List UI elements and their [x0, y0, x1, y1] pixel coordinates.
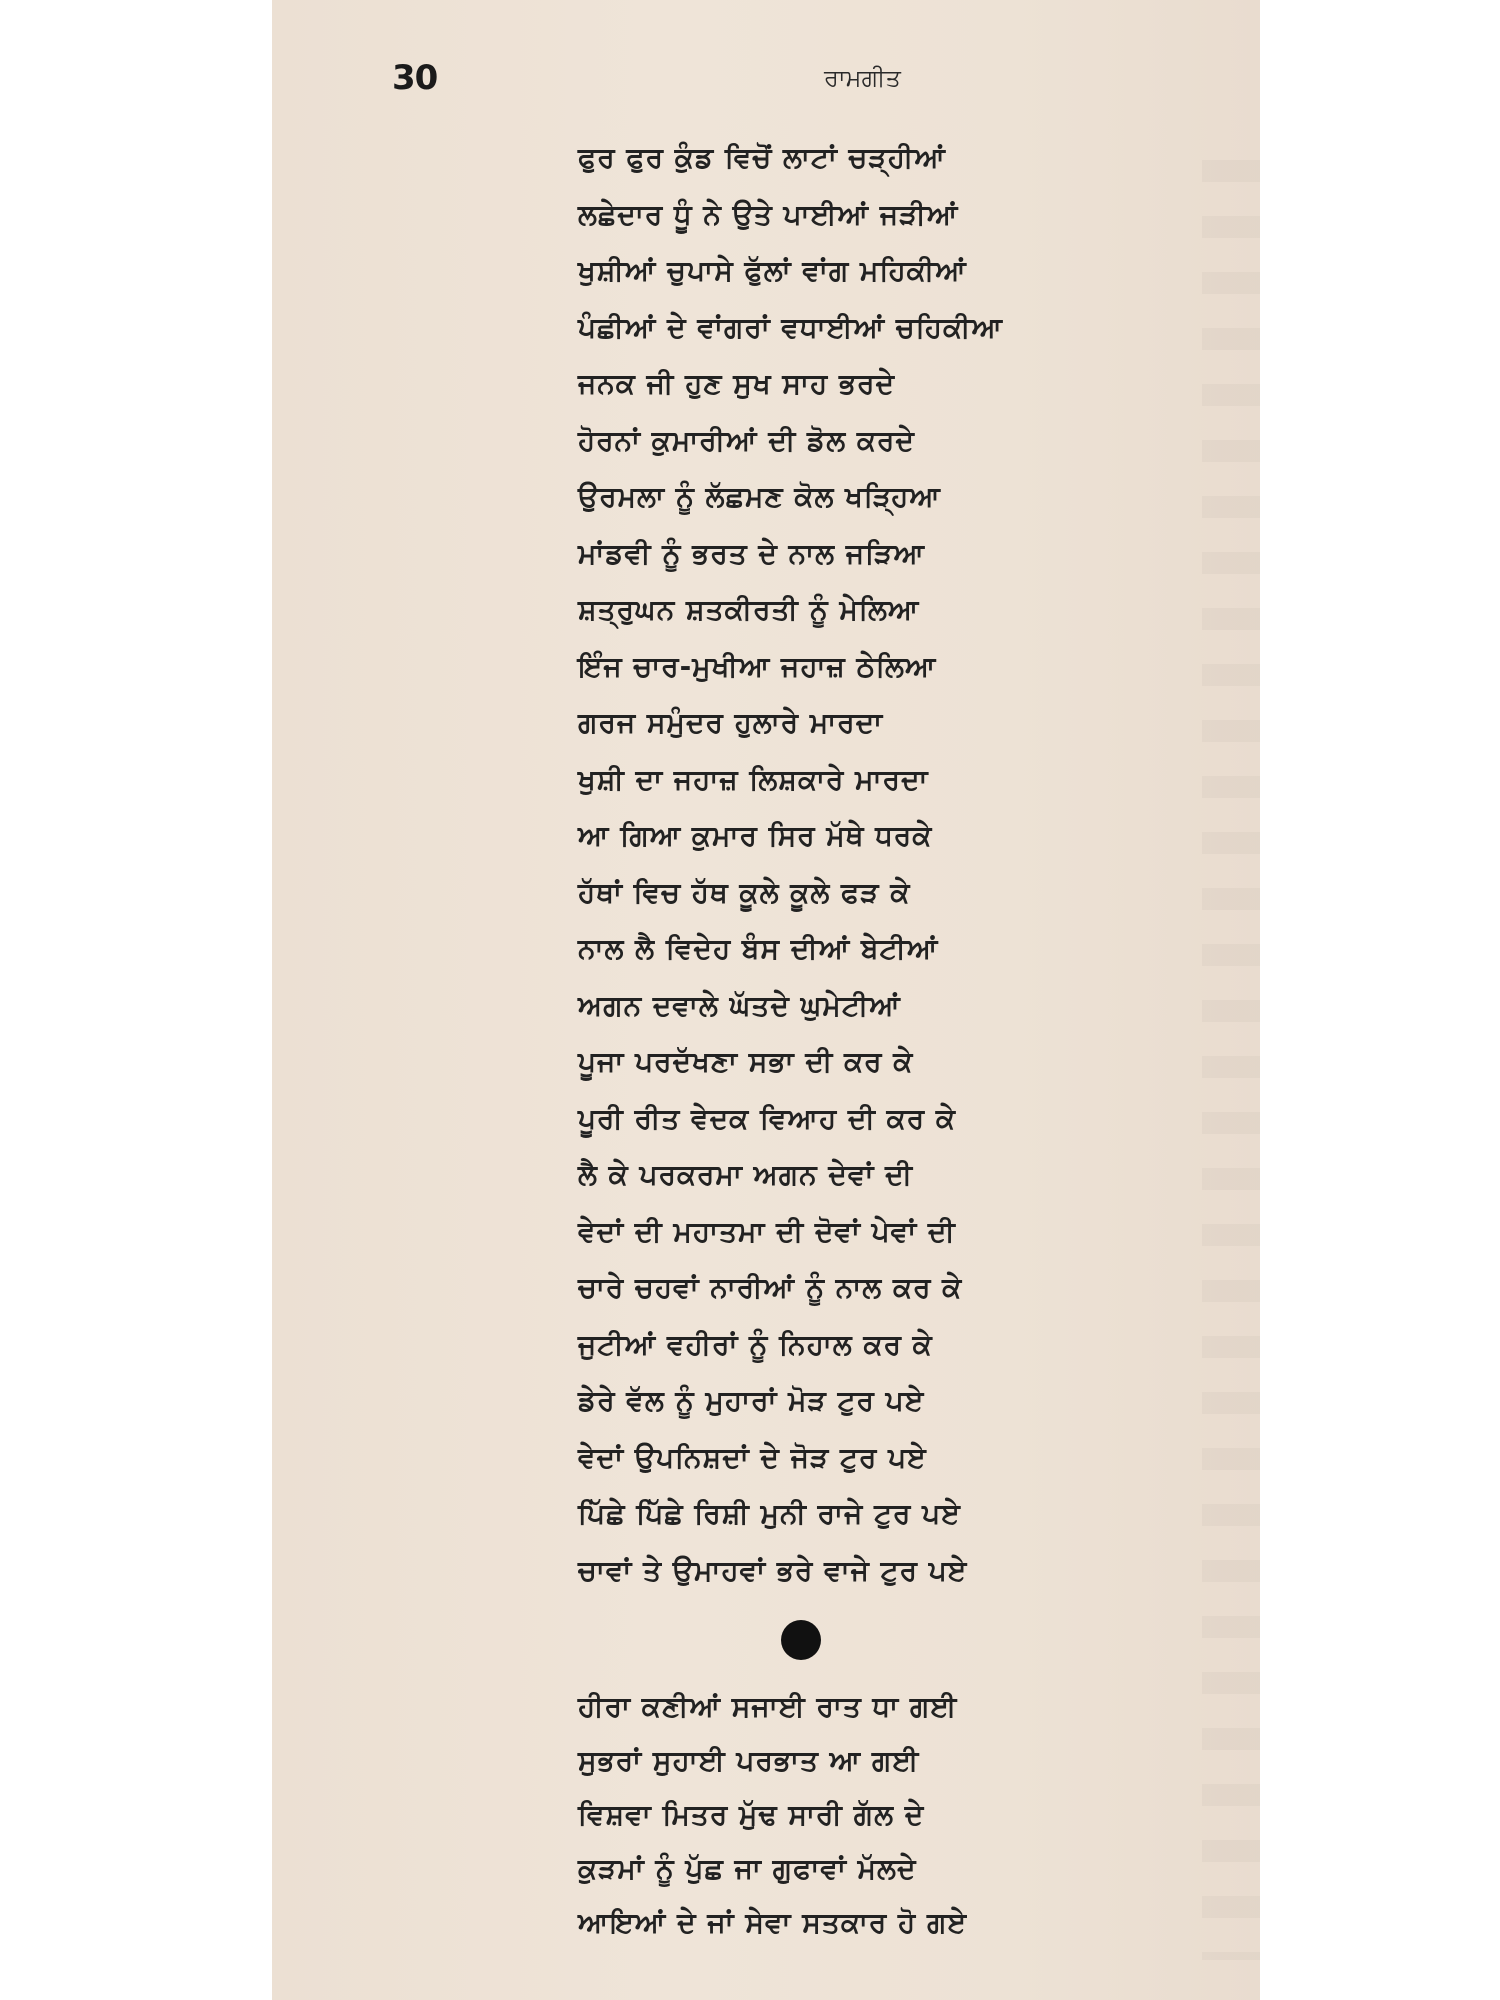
verse-line: ਆਇਆਂ ਦੇ ਜਾਂ ਸੇਵਾ ਸਤਕਾਰ ਹੋ ਗਏ — [578, 1906, 968, 1939]
verse-line: ਪੂਜਾ ਪਰਦੱਖਣਾ ਸਭਾ ਦੀ ਕਰ ਕੇ — [578, 1045, 914, 1078]
verse-line: ਹੱਥਾਂ ਵਿਚ ਹੱਥ ਕੂਲੇ ਕੂਲੇ ਫੜ ਕੇ — [578, 875, 911, 909]
verse-line: ਵੇਦਾਂ ਉਪਨਿਸ਼ਦਾਂ ਦੇ ਜੋੜ ਟੁਰ ਪਏ — [578, 1440, 927, 1474]
verse-line: ਜਨਕ ਜੀ ਹੁਣ ਸੁਖ ਸਾਹ ਭਰਦੇ — [578, 367, 896, 400]
verse-line: ਨਾਲ ਲੈ ਵਿਦੇਹ ਬੰਸ ਦੀਆਂ ਬੇਟੀਆਂ — [578, 932, 939, 965]
verse-line: ਵਿਸ਼ਵਾ ਮਿਤਰ ਮੁੱਢ ਸਾਰੀ ਗੱਲ ਦੇ — [578, 1798, 925, 1831]
verse-line: ਖੁਸ਼ੀਆਂ ਚੁਪਾਸੇ ਫੁੱਲਾਂ ਵਾਂਗ ਮਹਿਕੀਆਂ — [578, 254, 967, 287]
verse-line: ਫੁਰ ਫੁਰ ਕੁੰਡ ਵਿਚੋਂ ਲਾਟਾਂ ਚੜ੍ਹੀਆਂ — [578, 141, 946, 174]
verse-line: ਗਰਜ ਸਮੁੰਦਰ ਹੁਲਾਰੇ ਮਾਰਦਾ — [578, 706, 884, 739]
poem-stanza-2 — [578, 1680, 967, 1950]
verse-line: ਚਾਵਾਂ ਤੇ ਉਮਾਹਵਾਂ ਭਰੇ ਵਾਜੇ ਟੁਰ ਪਏ — [578, 1553, 968, 1587]
verse-line: ਪੰਛੀਆਂ ਦੇ ਵਾਂਗਰਾਂ ਵਧਾਈਆਂ ਚਹਿਕੀਆ — [578, 310, 1003, 344]
verse-line: ਵੇਦਾਂ ਦੀ ਮਹਾਤਮਾ ਦੀ ਦੋਵਾਂ ਪੇਵਾਂ ਦੀ — [578, 1214, 956, 1248]
running-title: ਰਾਮਗੀਤ — [824, 64, 901, 92]
verse-line: ਕੁੜਮਾਂ ਨੂੰ ਪੁੱਛ ਜਾ ਗੁਫਾਵਾਂ ਮੱਲਦੇ — [578, 1852, 917, 1885]
verse-line: ਡੇਰੇ ਵੱਲ ਨੂੰ ਮੁਹਾਰਾਂ ਮੋੜ ਟੁਰ ਪਏ — [578, 1384, 925, 1417]
verse-line: ਮਾਂਡਵੀ ਨੂੰ ਭਰਤ ਦੇ ਨਾਲ ਜੜਿਆ — [578, 536, 925, 570]
verse-line: ਅਗਨ ਦਵਾਲੇ ਘੱਤਦੇ ਘੁਮੇਟੀਆਂ — [578, 988, 901, 1022]
page-number: 30 — [392, 58, 438, 98]
verse-line: ਇੰਜ ਚਾਰ-ਮੁਖੀਆ ਜਹਾਜ਼ ਠੇਲਿਆ — [578, 649, 937, 683]
bleed-through-texture — [1202, 160, 1260, 1960]
verse-line: ਸੁਭਰਾਂ ਸੁਹਾਈ ਪਰਭਾਤ ਆ ਗਈ — [578, 1744, 920, 1777]
poem-stanza-1 — [578, 130, 1003, 1599]
verse-line: ਆ ਗਿਆ ਕੁਮਾਰ ਸਿਰ ਮੱਥੇ ਧਰਕੇ — [578, 819, 933, 852]
verse-line: ਉਰਮਲਾ ਨੂੰ ਲੱਛਮਣ ਕੋਲ ਖੜ੍ਹਿਆ — [578, 480, 941, 513]
verse-line: ਚਾਰੇ ਚਹਵਾਂ ਨਾਰੀਆਂ ਨੂੰ ਨਾਲ ਕਰ ਕੇ — [578, 1271, 963, 1304]
verse-line: ਪਿੱਛੇ ਪਿੱਛੇ ਰਿਸ਼ੀ ਮੁਨੀ ਰਾਜੇ ਟੁਰ ਪਏ — [578, 1497, 961, 1530]
verse-line: ਲੈ ਕੇ ਪਰਕਰਮਾ ਅਗਨ ਦੇਵਾਂ ਦੀ — [578, 1158, 914, 1191]
verse-line: ਖੁਸ਼ੀ ਦਾ ਜਹਾਜ਼ ਲਿਸ਼ਕਾਰੇ ਮਾਰਦਾ — [578, 762, 929, 796]
verse-line: ਸ਼ਤ੍ਰੁਘਨ ਸ਼ਤਕੀਰਤੀ ਨੂੰ ਮੇਲਿਆ — [578, 593, 920, 626]
verse-line: ਹੋਰਨਾਂ ਕੁਮਾਰੀਆਂ ਦੀ ਡੋਲ ਕਰਦੇ — [578, 423, 915, 457]
verse-line: ਲਛੇਦਾਰ ਧੂੰ ਨੇ ਉਤੇ ਪਾਈਆਂ ਜੜੀਆਂ — [578, 197, 959, 231]
verse-line: ਪੂਰੀ ਰੀਤ ਵੇਦਕ ਵਿਆਹ ਦੀ ਕਰ ਕੇ — [578, 1101, 956, 1135]
verse-line: ਜੁਟੀਆਂ ਵਹੀਰਾਂ ਨੂੰ ਨਿਹਾਲ ਕਰ ਕੇ — [578, 1327, 933, 1361]
section-divider-dot — [781, 1620, 821, 1660]
verse-line: ਹੀਰਾ ਕਣੀਆਂ ਸਜਾਈ ਰਾਤ ਧਾ ਗਈ — [578, 1690, 958, 1723]
